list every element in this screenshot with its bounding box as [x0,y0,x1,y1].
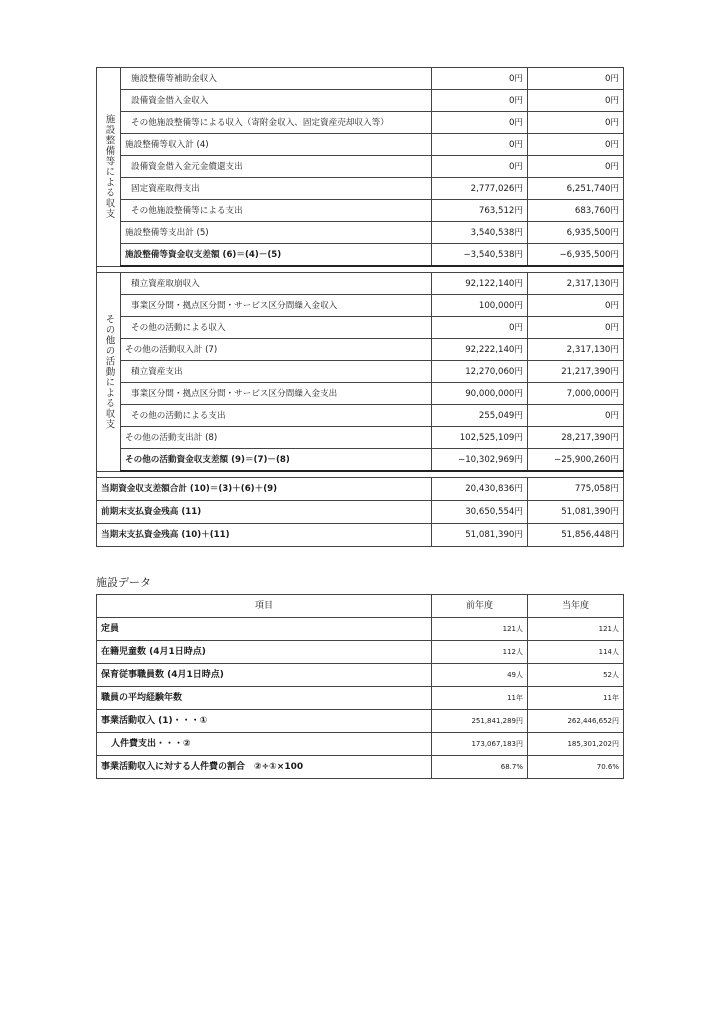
curr-value: 6,251,740円 [528,178,624,200]
table-row [97,361,624,383]
curr-value: 0円 [528,405,624,427]
header-item: 項目 [97,595,432,618]
prev-value: 3,540,538円 [432,222,528,244]
row-label: 保育従事職員数 (4月1日時点) [97,664,432,687]
prev-value: 255,049円 [432,405,528,427]
row-label: 事業区分間・拠点区分間・サービス区分間繰入金支出 [121,383,432,405]
table-row [97,756,624,779]
prev-value: 251,841,289円 [432,710,528,733]
prev-value: 30,650,554円 [432,501,528,524]
curr-value: 114人 [528,641,624,664]
row-label: 積立資産支出 [121,361,432,383]
prev-value: 11年 [432,687,528,710]
prev-value: 49人 [432,664,528,687]
table-row [97,687,624,710]
table-row [97,710,624,733]
curr-value: 21,217,390円 [528,361,624,383]
row-label: その他の活動収入計 (7) [121,339,432,361]
prev-value: 0円 [432,317,528,339]
table-row [97,295,624,317]
curr-value: 2,317,130円 [528,339,624,361]
row-label: その他の活動資金収支差額 (9)＝(7)－(8) [121,449,432,472]
header-prev-year: 前年度 [432,595,528,618]
table-row [97,244,624,267]
table-row [97,200,624,222]
curr-value: 185,301,202円 [528,733,624,756]
curr-value: 51,856,448円 [528,524,624,547]
row-label: その他施設整備等による支出 [121,200,432,222]
prev-value: 51,081,390円 [432,524,528,547]
summary-row [97,524,624,547]
summary-row [97,501,624,524]
curr-value: 0円 [528,90,624,112]
curr-value: −6,935,500円 [528,244,624,267]
curr-value: 7,000,000円 [528,383,624,405]
curr-value: 0円 [528,134,624,156]
curr-value: 0円 [528,68,624,90]
prev-value: 20,430,836円 [432,478,528,501]
row-label: 人件費支出・・・② [97,733,432,756]
row-label: その他の活動による収入 [121,317,432,339]
prev-value: 0円 [432,134,528,156]
row-label: 当期資金収支差額合計 (10)＝(3)＋(6)＋(9) [97,478,432,501]
row-label: 施設整備等支出計 (5) [121,222,432,244]
curr-value: 2,317,130円 [528,273,624,295]
curr-value: 28,217,390円 [528,427,624,449]
table-row [97,222,624,244]
prev-value: 2,777,026円 [432,178,528,200]
row-label: 職員の平均経験年数 [97,687,432,710]
prev-value: 100,000円 [432,295,528,317]
curr-value: 52人 [528,664,624,687]
row-label: 定員 [97,618,432,641]
other-section-label: その他の活動による収支 [97,273,121,472]
table-row [97,449,624,472]
row-label: その他施設整備等による収入（寄附金収入、固定資産売却収入等） [121,112,432,134]
prev-value: 0円 [432,68,528,90]
table-row [97,112,624,134]
table-row [97,664,624,687]
table-row [97,383,624,405]
prev-value: 763,512円 [432,200,528,222]
curr-value: 11年 [528,687,624,710]
table-row [97,427,624,449]
prev-value: 0円 [432,156,528,178]
curr-value: 51,081,390円 [528,501,624,524]
curr-value: 262,446,652円 [528,710,624,733]
row-label: 積立資産取崩収入 [121,273,432,295]
row-label: 事業活動収入に対する人件費の割合 ②÷①×100 [97,756,432,779]
facility-data-table [96,594,624,779]
table-row [97,68,624,90]
table-row [97,339,624,361]
table-row [97,134,624,156]
curr-value: 0円 [528,317,624,339]
row-label: 固定資産取得支出 [121,178,432,200]
row-label: 当期末支払資金残高 (10)＋(11) [97,524,432,547]
prev-value: 112人 [432,641,528,664]
row-label: 施設整備等収入計 (4) [121,134,432,156]
summary-row [97,478,624,501]
curr-value: 683,760円 [528,200,624,222]
facility-section-label: 施設整備等による収支 [97,68,121,267]
prev-value: −3,540,538円 [432,244,528,267]
table-row [97,90,624,112]
row-label: 前期末支払資金残高 (11) [97,501,432,524]
prev-value: 0円 [432,90,528,112]
curr-value: 70.6% [528,756,624,779]
prev-value: 12,270,060円 [432,361,528,383]
prev-value: 102,525,109円 [432,427,528,449]
facility-data-title: 施設データ [96,576,151,589]
prev-value: 92,222,140円 [432,339,528,361]
table-row [97,733,624,756]
row-label: 事業区分間・拠点区分間・サービス区分間繰入金収入 [121,295,432,317]
header-curr-year: 当年度 [528,595,624,618]
prev-value: 121人 [432,618,528,641]
row-label: 在籍児童数 (4月1日時点) [97,641,432,664]
curr-value: 6,935,500円 [528,222,624,244]
row-label: その他の活動による支出 [121,405,432,427]
table-row [97,317,624,339]
curr-value: 0円 [528,112,624,134]
row-label: その他の活動支出計 (8) [121,427,432,449]
row-label: 施設整備等補助金収入 [121,68,432,90]
curr-value: 775,058円 [528,478,624,501]
prev-value: 92,122,140円 [432,273,528,295]
cash-flow-table [96,67,624,547]
row-label: 設備資金借入金収入 [121,90,432,112]
table-row [97,641,624,664]
row-label: 事業活動収入 (1)・・・① [97,710,432,733]
row-label: 設備資金借入金元金償還支出 [121,156,432,178]
row-label: 施設整備等資金収支差額 (6)＝(4)－(5) [121,244,432,267]
prev-value: 90,000,000円 [432,383,528,405]
table-row [97,618,624,641]
header-row [97,595,624,618]
curr-value: 0円 [528,156,624,178]
table-row [97,178,624,200]
prev-value: 68.7% [432,756,528,779]
curr-value: 121人 [528,618,624,641]
table-row [97,273,624,295]
prev-value: 173,067,183円 [432,733,528,756]
table-row [97,156,624,178]
prev-value: −10,302,969円 [432,449,528,472]
curr-value: 0円 [528,295,624,317]
prev-value: 0円 [432,112,528,134]
curr-value: −25,900,260円 [528,449,624,472]
table-row [97,405,624,427]
